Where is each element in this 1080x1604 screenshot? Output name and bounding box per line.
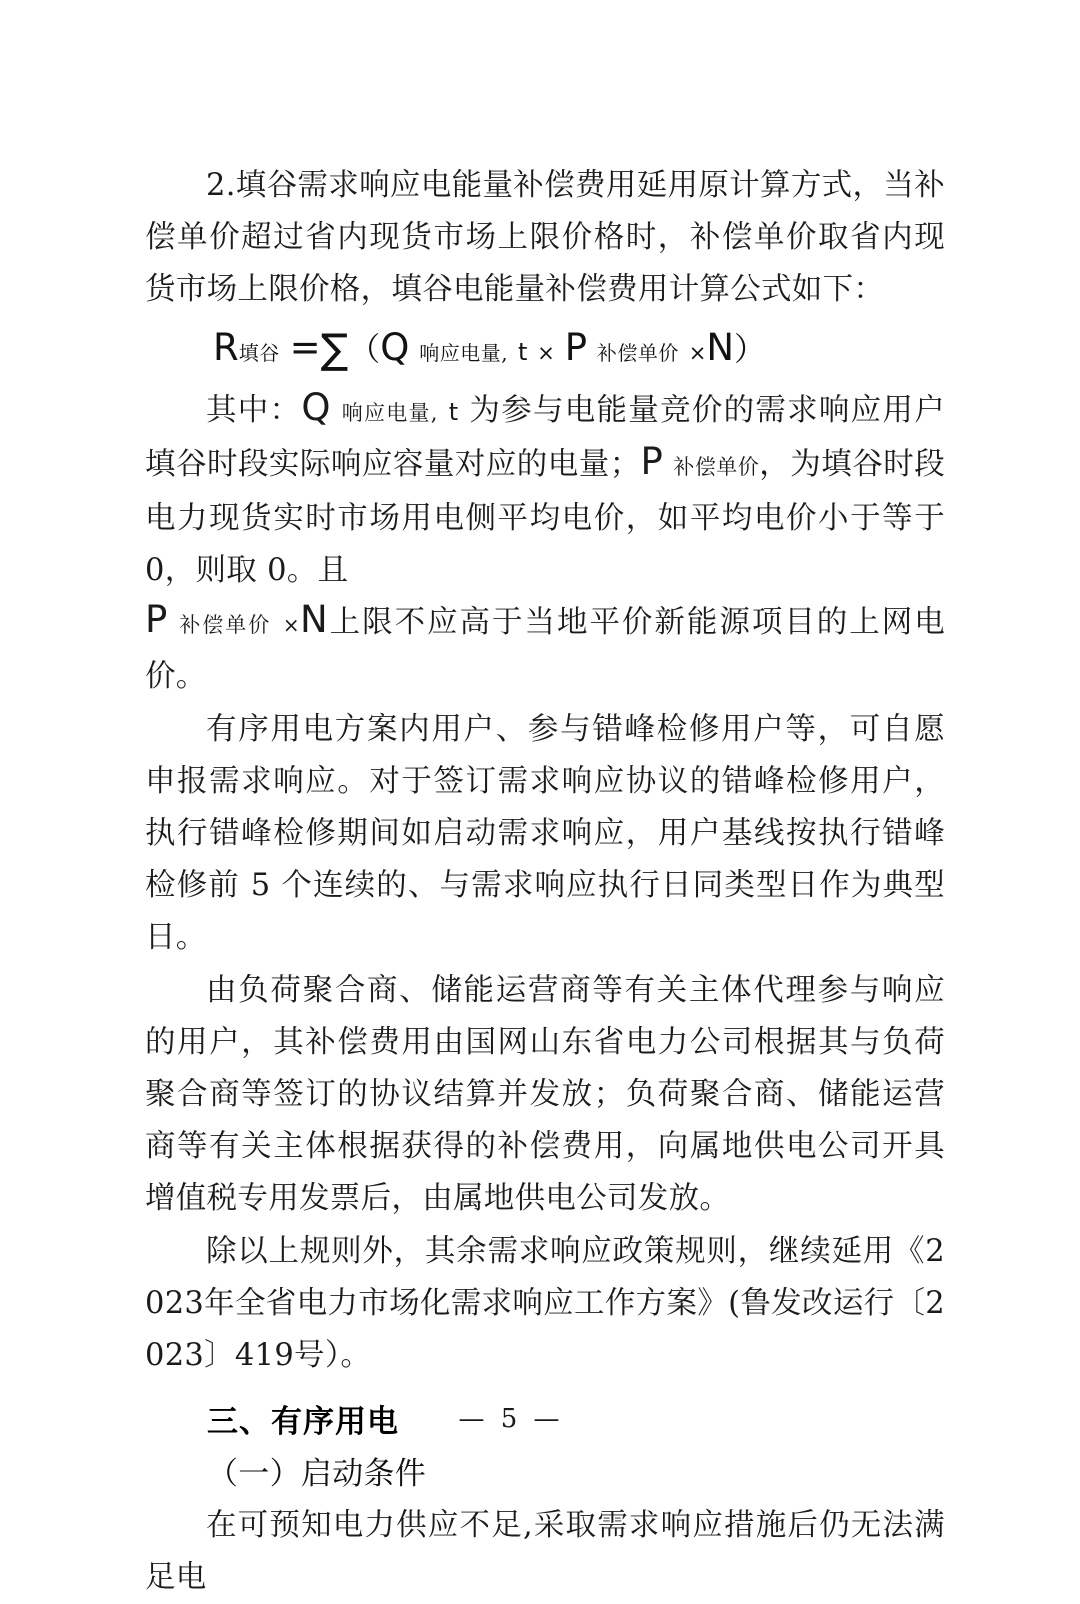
formula-equals-sign: = [289, 326, 321, 369]
paragraph-voluntary-declaration: 有序用电方案内用户、参与错峰检修用户等，可自愿申报需求响应。对于签订需求响应协议的错峰检修用户，执行错峰检修期间如启动需求响应，用户基线按执行错峰检修前 5 个连续的、与需求响应执行日同类型日作为典型日。 [145, 712, 945, 955]
formula-summation-symbol: ∑ [320, 325, 349, 373]
formula-p-subscript: 补偿单价 [596, 341, 679, 365]
spacer [145, 1382, 945, 1396]
paragraph-price-cap [145, 597, 945, 703]
heading-orderly-electricity-use: 三、有序用电 [207, 1404, 399, 1440]
formula-p-variable: P [564, 326, 588, 369]
formula-q-subscript: 响应电量, [419, 341, 509, 365]
inline-t-variable: t [448, 398, 459, 426]
paragraph-other-rules-reference: 除以上规则外，其余需求响应政策规则，继续延用《2023年全省电力市场化需求响应工作方案》(鲁发改运行〔2023〕419号）。 [145, 1234, 945, 1373]
inline-n-variable: N [299, 598, 328, 641]
formula-close-paren: ） [734, 330, 767, 368]
paragraph-fill-valley-compensation: 2.填谷需求响应电能量补偿费用延用原计算方式，当补偿单价超过省内现货市场上限价格时，补偿单价取省内现货市场上限价格，填谷电能量补偿费用计算公式如下： [145, 168, 945, 307]
definition-prefix: 其中： [206, 393, 302, 428]
formula-n-variable: N [706, 326, 735, 369]
inline-q-subscript: 响应电量, [341, 401, 438, 425]
formula-fill-valley-compensation [145, 322, 945, 379]
inline-p-variable-2: P [145, 598, 168, 641]
inline-p-subscript-2: 补偿单价 [179, 613, 272, 637]
paragraph-formula-definitions [145, 385, 945, 597]
formula-lhs-subscript: 填谷 [238, 341, 280, 365]
inline-multiply: × [282, 613, 300, 637]
price-cap-text: 上限不应高于当地平价新能源项目的上网电价。 [145, 605, 946, 694]
formula-multiply-2: × [688, 341, 707, 365]
inline-q-variable: Q [301, 386, 331, 429]
formula-t-variable: t [517, 338, 528, 366]
page-number: — 5 — [458, 1404, 564, 1434]
definition-tail-text: ，为填谷时段电力现货实时市场用电侧平均电价，如平均电价小于等于 0，则取 0。且 [145, 447, 945, 588]
definition-middle-text: 为参与电能量竞价的需求响应用户填谷时段实际响应容量对应的电量； [145, 393, 945, 482]
formula-multiply-1: × [537, 341, 555, 365]
paragraph-aggregator-settlement: 由负荷聚合商、储能运营商等有关主体代理参与响应的用户，其补偿费用由国网山东省电力公司根据其与负荷聚合商等签订的协议结算并发放；负荷聚合商、储能运营商等有关主体根据获得的补偿费用，向属地供电公司开具增值税专用发票后，由属地供电公司发放。 [145, 973, 945, 1216]
inline-p-subscript: 补偿单价 [673, 455, 760, 479]
paragraph-startup-conditions-body: 在可预知电力供应不足,采取需求响应措施后仍无法满足电 [145, 1508, 945, 1595]
formula-lhs-variable: R [213, 326, 239, 369]
heading-startup-conditions: （一）启动条件 [207, 1456, 427, 1492]
formula-open-paren: （ [348, 330, 381, 368]
page-content [145, 160, 945, 1604]
formula-q-variable: Q [380, 326, 410, 369]
inline-p-variable: P [640, 440, 664, 483]
